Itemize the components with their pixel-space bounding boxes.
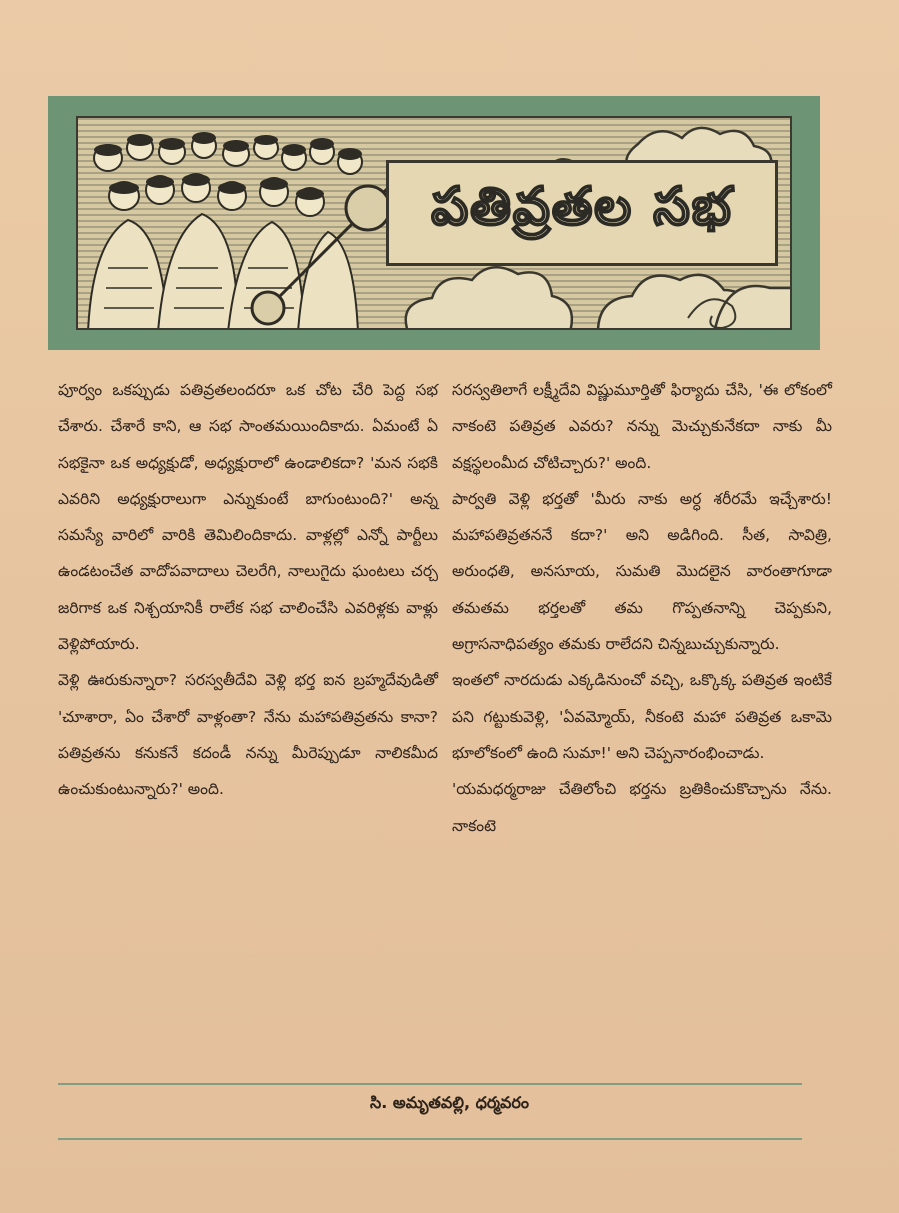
author-byline: సి. అమృతవల్లి, ధర్మవరం — [370, 1093, 529, 1112]
paragraph: పూర్వం ఒకప్పుడు పతివ్రతలందరూ ఒక చోట చేరి పెద్ద సభ చేశారు. చేశారే కాని, ఆ సభ సాంతమయిందికాదు. ఏమంటే ఏ సభకైనా ఒక అధ్యక్షుడో, అధ్యక్షురాలో ఉండాలికదా? 'మన సభకి ఎవరిని అధ్యక్షురాలుగా ఎన్నుకుంటే బాగుంటుంది?' అన్న సమస్యే వారిలో వారికి తెమిలిందికాదు. వాళ్లల్లో ఎన్నో పార్టీలు ఉండటంచేత వాదోపవాదాలు చెలరేగి, నాలుగైదు ఘంటలు చర్చ జరిగాక ఒక నిశ్చయానికీ రాలేక సభ చాలించేసి ఎవరిళ్లకు వాళ్లు వెళ్లిపోయారు. — [58, 381, 438, 654]
paragraph: వెళ్లి ఊరుకున్నారా? సరస్వతీదేవి వెళ్లి భర్త ఐన బ్రహ్మదేవుడితో 'చూశారా, ఏం చేశారో వాళ్లంతా? నేను మహాపతివ్రతను కానా? పతివ్రతను కనుకనే కదండీ నన్ను మీరెప్పుడూ నాలికమీద ఉంచుకుంటున్నారు?' అంది. — [58, 671, 438, 799]
page-title: పతివ్రతల సభ — [431, 176, 733, 237]
paragraph: ఇంతలో నారదుడు ఎక్కడినుంచో వచ్చి, ఒక్కొక్క పతివ్రత ఇంటికే పని గట్టుకువెళ్లి, 'ఏవమ్మోయ్, నీకంటె మహా పతివ్రత ఒకామె భూలోకంలో ఉంది సుమా!' అని చెప్పనారంభించాడు. — [452, 671, 832, 762]
paragraph: సరస్వతిలాగే లక్ష్మీదేవి విష్ణుమూర్తితో ఫిర్యాదు చేసి, 'ఈ లోకంలో నాకంటె పతివ్రత ఎవరు? నన్ను మెచ్చుకునేకదా నాకు మీ వక్షస్థలంమీద చోటిచ్చారు?' అంది. — [452, 381, 832, 472]
paragraph: పార్వతి వెళ్లి భర్తతో 'మీరు నాకు అర్ధ శరీరమే ఇచ్చేశారు! మహాపతివ్రతననే కదా?' అని అడిగింది. సీత, సావిత్రి, అరుంధతి, అనసూయ, సుమతి మొదలైన వారంతాగూడా తమతమ భర్తలతో తమ గొప్పతనాన్ని చెప్పకుని, అగ్రాసనాధిపత్యం తమకు రాలేదని చిన్నబుచ్చుకున్నారు. — [452, 489, 832, 654]
right-column — [452, 372, 832, 1044]
title-box — [386, 160, 778, 266]
divider-top — [58, 1083, 802, 1085]
paragraph: 'యమధర్మరాజు చేతిలోంచి భర్తను బ్రతికించుకొచ్చాను నేను. నాకంటె — [452, 780, 832, 835]
divider-bottom — [58, 1138, 802, 1140]
left-column — [58, 372, 438, 1044]
